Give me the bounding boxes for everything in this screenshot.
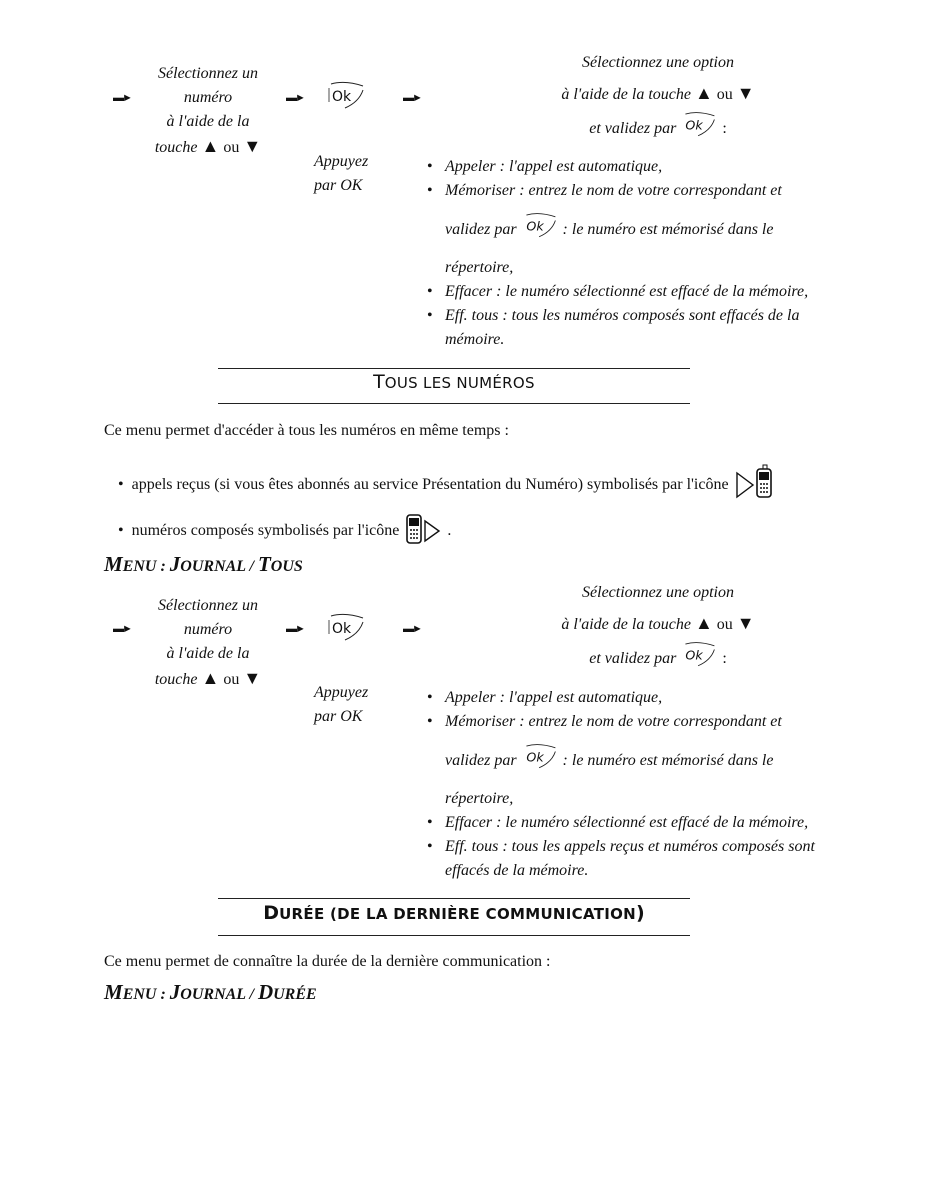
option-line-2: à l'aide de la touche ▲ ou ▼ bbox=[561, 83, 755, 103]
arrow-right-icon: ▬► bbox=[113, 92, 131, 104]
option-line-1: Sélectionnez une option bbox=[582, 584, 734, 601]
ok-key-icon bbox=[680, 110, 718, 149]
svg-text:Ok: Ok bbox=[685, 117, 704, 133]
triangle-up-icon: ▲ bbox=[201, 668, 220, 688]
option-erase-all: • Eff. tous : tous les numéros composés sont effacés de la bbox=[427, 304, 907, 328]
ok-key-icon bbox=[680, 640, 718, 679]
divider bbox=[218, 898, 690, 899]
option-line-2: à l'aide de la touche ▲ ou ▼ bbox=[561, 613, 755, 633]
option-line-3: et validez par Ok : bbox=[498, 640, 818, 679]
section-intro: Ce menu permet de connaître la durée de la dernière communication : bbox=[104, 953, 551, 970]
svg-text:Ok: Ok bbox=[332, 621, 352, 637]
svg-text:Ok: Ok bbox=[332, 89, 352, 105]
option-instruction bbox=[498, 48, 818, 149]
select-line-3: à l'aide de la bbox=[166, 113, 250, 130]
press-line-2: par OK bbox=[314, 708, 363, 725]
option-erase: • Effacer : le numéro sélectionné est effacé de la mémoire, bbox=[427, 280, 907, 304]
option-erase-all-end: effacés de la mémoire. bbox=[445, 862, 589, 879]
select-line-3: à l'aide de la bbox=[166, 645, 250, 662]
divider bbox=[218, 403, 690, 404]
press-line-1: Appuyez bbox=[314, 684, 369, 701]
svg-text:Ok: Ok bbox=[525, 218, 544, 234]
press-ok-instruction bbox=[314, 681, 368, 729]
ok-key-icon bbox=[521, 211, 559, 250]
divider bbox=[218, 935, 690, 936]
triangle-down-icon: ▼ bbox=[736, 83, 755, 103]
outgoing-call-icon bbox=[403, 509, 447, 554]
option-call: • Appeler : l'appel est automatique, bbox=[427, 155, 907, 179]
section-intro: Ce menu permet d'accéder à tous les numéros en même temps : bbox=[104, 422, 509, 439]
triangle-down-icon: ▼ bbox=[243, 136, 262, 156]
option-erase-all: • Eff. tous : tous les appels reçus et numéros composés sont bbox=[427, 835, 907, 859]
option-call: • Appeler : l'appel est automatique, bbox=[427, 686, 907, 710]
select-line-4: touche ▲ ou ▼ bbox=[154, 668, 262, 688]
section-title-duration: DURÉE (DE LA DERNIÈRE COMMUNICATION) bbox=[263, 902, 645, 924]
option-store-end: répertoire, bbox=[445, 790, 514, 807]
select-number-instruction bbox=[118, 594, 298, 692]
select-line-1: Sélectionnez un bbox=[158, 597, 258, 614]
arrow-right-icon: ▬► bbox=[403, 623, 421, 635]
press-line-2: par OK bbox=[314, 177, 363, 194]
ok-key-icon bbox=[325, 612, 367, 647]
option-line-1: Sélectionnez une option bbox=[582, 54, 734, 71]
press-ok-instruction bbox=[314, 150, 368, 198]
option-store-validate: validez par Ok : le numéro est mémorisé dans le bbox=[427, 742, 907, 781]
option-instruction bbox=[498, 578, 818, 679]
triangle-up-icon: ▲ bbox=[694, 83, 713, 103]
select-line-2: numéro bbox=[183, 621, 233, 638]
option-erase-all-end: mémoire. bbox=[445, 331, 505, 348]
arrow-right-icon: ▬► bbox=[286, 92, 304, 104]
menu-path-duration: MENU : JOURNAL / DURÉE bbox=[104, 980, 317, 1004]
select-number-instruction bbox=[118, 62, 298, 160]
triangle-down-icon: ▼ bbox=[736, 613, 755, 633]
option-store-end: répertoire, bbox=[445, 259, 514, 276]
arrow-right-icon: ▬► bbox=[286, 623, 304, 635]
section-title-all-numbers: TOUS LES NUMÉROS bbox=[373, 371, 535, 393]
incoming-call-icon bbox=[733, 463, 777, 508]
options-list bbox=[427, 155, 907, 352]
triangle-up-icon: ▲ bbox=[694, 613, 713, 633]
option-line-3: et validez par Ok : bbox=[498, 110, 818, 149]
divider bbox=[218, 368, 690, 369]
option-store: • Mémoriser : entrez le nom de votre correspondant et bbox=[427, 179, 907, 203]
arrow-right-icon: ▬► bbox=[403, 92, 421, 104]
triangle-up-icon: ▲ bbox=[201, 136, 220, 156]
ok-key-icon bbox=[521, 742, 559, 781]
press-line-1: Appuyez bbox=[314, 153, 369, 170]
select-line-4: touche ▲ ou ▼ bbox=[154, 136, 262, 156]
ok-key-icon bbox=[325, 80, 367, 115]
triangle-down-icon: ▼ bbox=[243, 668, 262, 688]
list-item: • numéros composés symbolisés par l'icône . bbox=[118, 509, 451, 554]
select-line-1: Sélectionnez un bbox=[158, 65, 258, 82]
option-store: • Mémoriser : entrez le nom de votre correspondant et bbox=[427, 710, 907, 734]
arrow-right-icon: ▬► bbox=[113, 623, 131, 635]
menu-path-all: MENU : JOURNAL / TOUS bbox=[104, 552, 303, 576]
select-line-2: numéro bbox=[183, 89, 233, 106]
svg-text:Ok: Ok bbox=[685, 647, 704, 663]
list-item: • appels reçus (si vous êtes abonnés au service Présentation du Numéro) symbolisés par l'icône bbox=[118, 463, 777, 508]
option-erase: • Effacer : le numéro sélectionné est effacé de la mémoire, bbox=[427, 811, 907, 835]
option-store-validate: validez par Ok : le numéro est mémorisé dans le bbox=[427, 211, 907, 250]
options-list bbox=[427, 686, 907, 883]
svg-text:Ok: Ok bbox=[525, 749, 544, 765]
